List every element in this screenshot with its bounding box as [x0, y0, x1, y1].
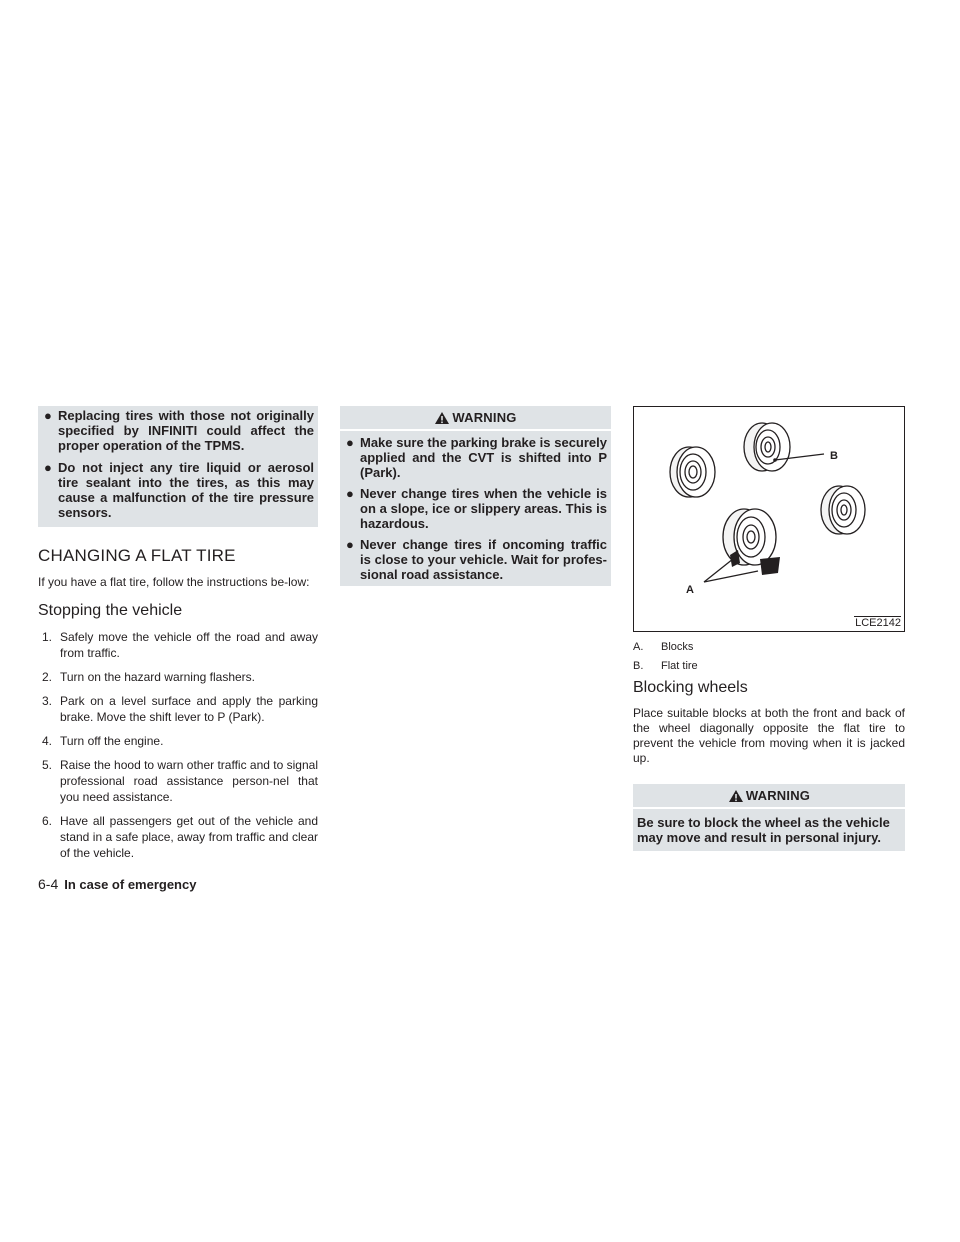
section-title: CHANGING A FLAT TIRE — [38, 546, 236, 565]
step-item: 2. Turn on the hazard warning flashers. — [42, 670, 255, 684]
warning-triangle-icon — [434, 411, 450, 425]
warning-text-2: Be sure to block the wheel as the vehicle may move and result in personal injury. — [637, 815, 890, 845]
step-item: 4. Turn off the engine. — [42, 734, 164, 748]
figure-label-a: A — [686, 584, 694, 596]
warning-header: WARNING — [340, 406, 611, 431]
middle-column — [340, 406, 611, 586]
stopping-steps-list — [38, 629, 318, 861]
tpms-note-box — [38, 406, 318, 527]
figure-legend — [633, 641, 905, 672]
note-bullet: ● Do not inject any tire liquid or aerosol tire sealant into the tires, as this may cause a malfunction of the tire pressure sensors. — [44, 460, 314, 520]
warning-header-2: WARNING — [633, 784, 905, 809]
blocking-wheels-heading: Blocking wheels — [633, 679, 748, 696]
warning-box-2 — [633, 784, 905, 851]
figure-label-b: B — [830, 450, 838, 462]
page-number: 6-4 — [38, 876, 59, 892]
warning-bullet: ● Never change tires when the vehicle is on a slope, ice or slippery areas. This is hazardous. — [346, 486, 607, 531]
step-item: 1. Safely move the vehicle off the road and away from traffic. — [42, 630, 318, 660]
wheel-blocks-illustration — [634, 407, 904, 631]
right-column — [633, 406, 905, 851]
stopping-vehicle-heading: Stopping the vehicle — [38, 602, 183, 619]
section-intro: If you have a flat tire, follow the instructions be-low: — [38, 575, 310, 589]
step-item: 5. Raise the hood to warn other traffic and to signal professional road assistance person-nel that you need assistance. — [42, 758, 318, 804]
figure-code: LCE2142 — [855, 617, 901, 629]
legend-item: B. Flat tire — [633, 660, 698, 672]
warning-bullet: ● Never change tires if oncoming traffic is close to your vehicle. Wait for profes-sional road assistance. — [346, 537, 607, 582]
step-item: 3. Park on a level surface and apply the parking brake. Move the shift lever to P (Park). — [42, 694, 318, 724]
blocking-wheels-text: Place suitable blocks at both the front and back of the wheel diagonally opposite the flat tire to prevent the vehicle from moving when it is jacked up. — [633, 706, 905, 765]
step-item: 6. Have all passengers get out of the vehicle and stand in a safe place, away from traffic and clear of the vehicle. — [42, 814, 318, 860]
warning-triangle-icon — [728, 789, 744, 803]
chapter-title: In case of emergency — [64, 877, 197, 892]
legend-item: A. Blocks — [633, 641, 694, 653]
page-footer — [38, 876, 196, 892]
note-bullet: ● Replacing tires with those not originally specified by INFINITI could affect the proper operation of the TPMS. — [44, 408, 314, 453]
warning-bullet: ● Make sure the parking brake is securely applied and the CVT is shifted into P (Park). — [346, 435, 607, 480]
wheel-blocks-figure — [633, 406, 905, 632]
warning-box — [340, 406, 611, 586]
left-column — [38, 406, 318, 869]
